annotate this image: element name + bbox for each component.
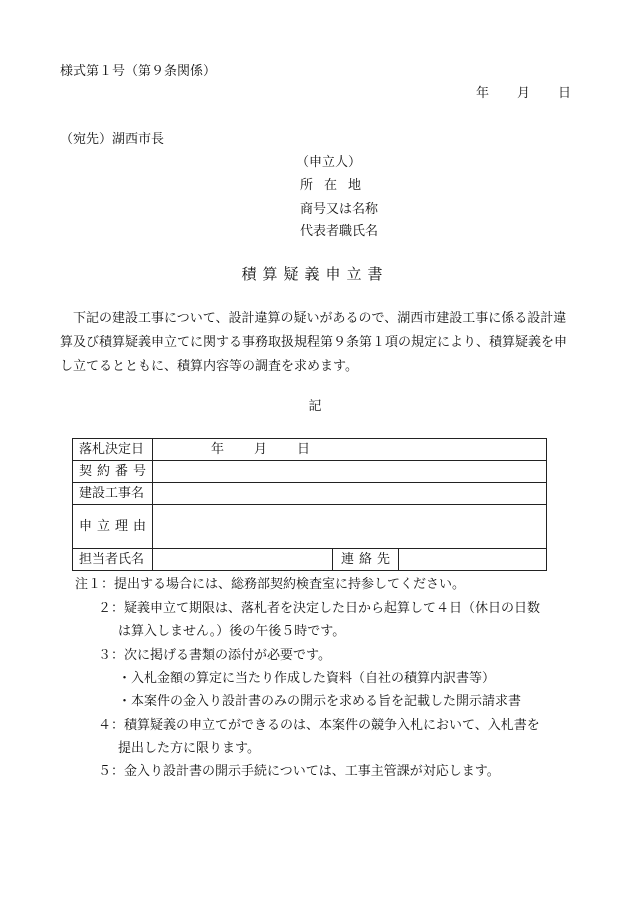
note-2: ２：疑義申立て期限は、落札者を決定した日から起算して４日（休日の日数 [98, 601, 541, 616]
table-row [73, 549, 547, 571]
bid-date-year: 年 [211, 441, 225, 457]
ki-heading: 記 [308, 399, 322, 414]
note-3-item-b: ・本案件の金入り設計書のみの開示を求める旨を記載した開示請求書 [118, 694, 522, 709]
table-row [73, 483, 547, 505]
date-year: 年 [476, 86, 490, 101]
note-3-item-a: ・入札金額の算定に当たり作成した資料（自社の積算内訳書等） [118, 671, 496, 686]
date-day: 日 [558, 86, 572, 101]
applicant-representative-label: 代表者職氏名 [300, 224, 379, 239]
date-line [476, 86, 571, 102]
applicant-name-label: 商号又は名称 [300, 202, 379, 217]
note-5: ５：金入り設計書の開示手続については、工事主管課が対応します。 [98, 764, 500, 779]
table-row [73, 439, 547, 461]
contact-label: 連絡先 [333, 549, 399, 571]
applicant-address-label: 所在地 [300, 178, 373, 193]
project-name-value[interactable] [153, 483, 547, 505]
contract-no-value[interactable] [153, 461, 547, 483]
table-row [73, 505, 547, 549]
bid-date-day: 日 [297, 441, 311, 457]
document-title: 積算疑義申立書 [241, 265, 389, 283]
contact-value[interactable] [399, 549, 547, 571]
note-3: ３：次に掲げる書類の添付が必要です。 [98, 648, 331, 663]
applicant-heading: （申立人） [296, 155, 362, 170]
info-table [72, 438, 547, 571]
bid-date-value[interactable] [153, 439, 547, 461]
note-4-continued: 提出した方に限ります。 [118, 741, 260, 756]
note-2-continued: は算入しません。）後の午後５時です。 [118, 624, 346, 639]
form-number: 様式第１号（第９条関係） [60, 64, 217, 79]
note-4: ４：積算疑義の申立てができるのは、本案件の競争入札において、入札書を [98, 718, 540, 733]
person-value[interactable] [153, 549, 333, 571]
project-name-label: 建設工事名 [73, 483, 153, 505]
table-row [73, 461, 547, 483]
addressee: （宛先）湖西市長 [60, 132, 165, 147]
date-month: 月 [517, 86, 531, 101]
contract-no-label: 契約番号 [73, 461, 153, 483]
reason-label: 申立理由 [73, 505, 153, 549]
body-text: 下記の建設工事について、設計違算の疑いがあるので、湖西市建設工事に係る設計違算及び積算疑義申立てに関する事務取扱規程第９条第１項の規定により、積算疑義を申し立てるとともに、積算内容等の調査を求めます。 [60, 311, 568, 374]
reason-value[interactable] [153, 505, 547, 549]
person-label: 担当者氏名 [73, 549, 153, 571]
note-1: 注１：提出する場合には、総務部契約検査室に持参してください。 [75, 577, 466, 592]
bid-date-label: 落札決定日 [73, 439, 153, 461]
bid-date-month: 月 [254, 441, 268, 457]
